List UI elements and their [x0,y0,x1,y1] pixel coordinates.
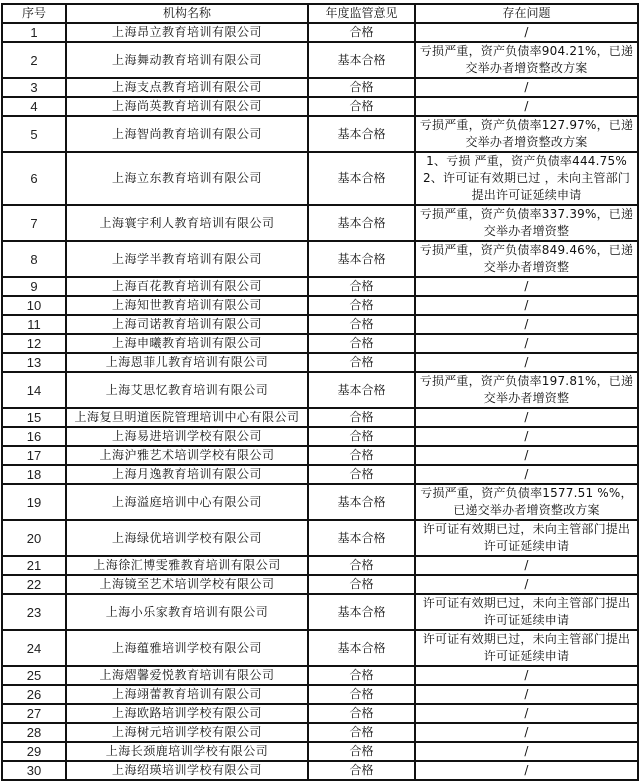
existing-issues-cell: 亏损严重，资产负债率197.81%，已递交举办者增资整 [415,372,638,408]
annual-opinion-cell: 合格 [308,685,415,704]
institution-name-cell: 上海申曦教育培训有限公司 [66,334,308,353]
serial-number-cell: 21 [2,556,66,575]
table-row [2,484,638,520]
annual-opinion-cell: 合格 [308,465,415,484]
annual-opinion-cell: 基本合格 [308,372,415,408]
institution-name-cell: 上海溢庭培训中心有限公司 [66,484,308,520]
table-body [2,23,638,780]
table-row [2,353,638,372]
existing-issues-cell: 亏损严重，资产负债率337.39%，已递交举办者增资整 [415,205,638,241]
serial-number-cell: 27 [2,704,66,723]
serial-number-cell: 5 [2,116,66,152]
serial-number-cell: 20 [2,520,66,556]
table-row [2,666,638,685]
annual-opinion-cell: 基本合格 [308,484,415,520]
table-row [2,152,638,205]
institution-name-cell: 上海智尚教育培训有限公司 [66,116,308,152]
annual-opinion-cell: 合格 [308,353,415,372]
existing-issues-cell: / [415,575,638,594]
table-row [2,704,638,723]
serial-number-cell: 2 [2,42,66,78]
serial-number-cell: 10 [2,296,66,315]
institution-name-cell: 上海镜至艺术培训学校有限公司 [66,575,308,594]
annual-opinion-cell: 合格 [308,23,415,42]
annual-opinion-cell: 合格 [308,427,415,446]
header-institution-name: 机构名称 [66,4,308,23]
institution-name-cell: 上海翊蕾教育培训有限公司 [66,685,308,704]
header-serial-number: 序号 [2,4,66,23]
existing-issues-cell: 许可证有效期已过，未向主管部门提出许可证延续申请 [415,630,638,666]
annual-opinion-cell: 合格 [308,761,415,780]
serial-number-cell: 9 [2,277,66,296]
serial-number-cell: 17 [2,446,66,465]
serial-number-cell: 6 [2,152,66,205]
existing-issues-cell: / [415,556,638,575]
serial-number-cell: 1 [2,23,66,42]
header-row [2,4,638,23]
table-row [2,23,638,42]
serial-number-cell: 8 [2,241,66,277]
institution-name-cell: 上海复旦明道医院管理培训中心有限公司 [66,408,308,427]
existing-issues-cell: 许可证有效期已过，未向主管部门提出许可证延续申请 [415,520,638,556]
annual-opinion-cell: 合格 [308,334,415,353]
existing-issues-cell: / [415,315,638,334]
serial-number-cell: 11 [2,315,66,334]
table-row [2,723,638,742]
existing-issues-cell: / [415,408,638,427]
institution-name-cell: 上海熠馨爱悦教育培训有限公司 [66,666,308,685]
serial-number-cell: 7 [2,205,66,241]
serial-number-cell: 23 [2,594,66,630]
serial-number-cell: 30 [2,761,66,780]
annual-opinion-cell: 合格 [308,78,415,97]
existing-issues-cell: / [415,334,638,353]
institution-name-cell: 上海蕴雅培训学校有限公司 [66,630,308,666]
serial-number-cell: 16 [2,427,66,446]
table-row [2,334,638,353]
table-row [2,427,638,446]
table-row [2,408,638,427]
existing-issues-cell: / [415,78,638,97]
table-row [2,446,638,465]
table-row [2,97,638,116]
table-row [2,685,638,704]
institution-name-cell: 上海艾思忆教育培训有限公司 [66,372,308,408]
serial-number-cell: 26 [2,685,66,704]
serial-number-cell: 3 [2,78,66,97]
institution-name-cell: 上海绿优培训学校有限公司 [66,520,308,556]
serial-number-cell: 12 [2,334,66,353]
existing-issues-cell: / [415,277,638,296]
existing-issues-cell: / [415,427,638,446]
annual-opinion-cell: 基本合格 [308,594,415,630]
table-row [2,575,638,594]
annual-opinion-cell: 合格 [308,408,415,427]
table-row [2,742,638,761]
existing-issues-cell: 亏损严重，资产负债率1577.51 %%，已递交举办者增资整改方案 [415,484,638,520]
existing-issues-cell: 亏损严重，资产负债率849.46%，已递交举办者增资整 [415,241,638,277]
existing-issues-cell: / [415,23,638,42]
existing-issues-cell: / [415,761,638,780]
serial-number-cell: 19 [2,484,66,520]
serial-number-cell: 28 [2,723,66,742]
existing-issues-cell: / [415,723,638,742]
annual-opinion-cell: 基本合格 [308,241,415,277]
existing-issues-cell: / [415,666,638,685]
header-existing-issues: 存在问题 [415,4,638,23]
annual-opinion-cell: 合格 [308,97,415,116]
institution-name-cell: 上海知世教育培训有限公司 [66,296,308,315]
annual-opinion-cell: 合格 [308,296,415,315]
institution-name-cell: 上海小乐家教育培训有限公司 [66,594,308,630]
table-row [2,205,638,241]
existing-issues-cell: / [415,296,638,315]
institution-name-cell: 上海支点教育培训有限公司 [66,78,308,97]
annual-opinion-cell: 合格 [308,315,415,334]
institution-name-cell: 上海尚英教育培训有限公司 [66,97,308,116]
institution-name-cell: 上海恩菲儿教育培训有限公司 [66,353,308,372]
institution-name-cell: 上海树元培训学校有限公司 [66,723,308,742]
annual-opinion-cell: 基本合格 [308,520,415,556]
annual-opinion-cell: 合格 [308,742,415,761]
institution-name-cell: 上海百花教育培训有限公司 [66,277,308,296]
annual-opinion-cell: 合格 [308,723,415,742]
table-row [2,372,638,408]
annual-opinion-cell: 基本合格 [308,630,415,666]
annual-opinion-cell: 合格 [308,575,415,594]
institution-name-cell: 上海易进培训学校有限公司 [66,427,308,446]
serial-number-cell: 13 [2,353,66,372]
annual-opinion-cell: 合格 [308,446,415,465]
existing-issues-cell: / [415,704,638,723]
table-row [2,296,638,315]
existing-issues-cell: / [415,742,638,761]
annual-opinion-cell: 合格 [308,704,415,723]
existing-issues-cell: / [415,353,638,372]
annual-opinion-cell: 合格 [308,666,415,685]
table-row [2,465,638,484]
existing-issues-cell: 亏损严重，资产负债率127.97%，已递交举办者增资整改方案 [415,116,638,152]
institution-name-cell: 上海绍瑛培训学校有限公司 [66,761,308,780]
institution-name-cell: 上海立东教育培训有限公司 [66,152,308,205]
annual-opinion-cell: 基本合格 [308,116,415,152]
institution-name-cell: 上海舞动教育培训有限公司 [66,42,308,78]
annual-opinion-cell: 基本合格 [308,42,415,78]
institution-name-cell: 上海寰宇利人教育培训有限公司 [66,205,308,241]
serial-number-cell: 22 [2,575,66,594]
table-row [2,78,638,97]
table-row [2,761,638,780]
existing-issues-cell: 1、亏损 严重，资产负债率444.75% 2、许可证有效期已过 ，未向主管部门提出许可证延续申请 [415,152,638,205]
existing-issues-cell: 许可证有效期已过，未向主管部门提出许可证延续申请 [415,594,638,630]
annual-opinion-cell: 合格 [308,277,415,296]
serial-number-cell: 24 [2,630,66,666]
institution-name-cell: 上海徐汇博雯雅教育培训有限公司 [66,556,308,575]
annual-opinion-cell: 基本合格 [308,205,415,241]
table-row [2,277,638,296]
institution-name-cell: 上海司诺教育培训有限公司 [66,315,308,334]
serial-number-cell: 18 [2,465,66,484]
table-row [2,116,638,152]
existing-issues-cell: / [415,465,638,484]
existing-issues-cell: / [415,685,638,704]
existing-issues-cell: / [415,446,638,465]
institution-name-cell: 上海月逸教育培训有限公司 [66,465,308,484]
serial-number-cell: 4 [2,97,66,116]
header-annual-opinion: 年度监管意见 [308,4,415,23]
serial-number-cell: 14 [2,372,66,408]
serial-number-cell: 29 [2,742,66,761]
table-row [2,556,638,575]
table-row [2,630,638,666]
institution-name-cell: 上海沪雅艺术培训学校有限公司 [66,446,308,465]
institution-name-cell: 上海长颈鹿培训学校有限公司 [66,742,308,761]
table-row [2,594,638,630]
serial-number-cell: 15 [2,408,66,427]
annual-opinion-cell: 基本合格 [308,152,415,205]
institution-name-cell: 上海欧路培训学校有限公司 [66,704,308,723]
table-row [2,42,638,78]
existing-issues-cell: 亏损严重，资产负债率904.21%，已递交举办者增资整改方案 [415,42,638,78]
institution-name-cell: 上海昂立教育培训有限公司 [66,23,308,42]
serial-number-cell: 25 [2,666,66,685]
table-row [2,241,638,277]
inspection-results-table [1,3,639,781]
annual-opinion-cell: 合格 [308,556,415,575]
existing-issues-cell: / [415,97,638,116]
institution-name-cell: 上海学半教育培训有限公司 [66,241,308,277]
table-row [2,315,638,334]
table-row [2,520,638,556]
